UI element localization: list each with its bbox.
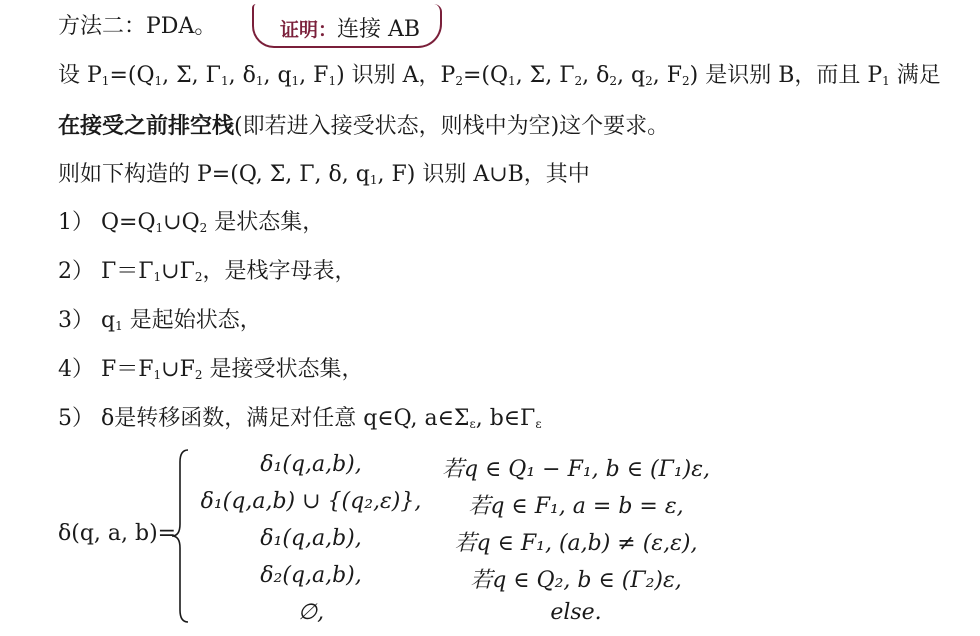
case-row <box>196 557 736 594</box>
text-seg: =(Q <box>109 63 155 88</box>
subscript: 1 <box>115 319 123 333</box>
text-seg: 5） δ是转移函数，满足对任意 q∈Q, a∈Σ <box>58 406 470 431</box>
case-expression: δ₁(q,a,b), <box>260 452 362 477</box>
subscript: 1 <box>101 74 110 88</box>
proof-annotation <box>280 12 420 43</box>
text-seg: , q <box>263 63 292 88</box>
subscript: 1 <box>153 270 162 284</box>
subscript: 2 <box>681 74 690 88</box>
subscript: 1 <box>882 74 890 88</box>
subscript: ε <box>469 417 476 431</box>
subscript: 1 <box>220 74 229 88</box>
delta-function-label: δ(q, a, b)= <box>58 521 177 546</box>
text-seg: , b∈Γ <box>475 406 536 431</box>
subscript: 2 <box>645 74 653 88</box>
case-expression: ∅, <box>297 600 325 625</box>
subscript: 2 <box>609 74 617 88</box>
subscript: ε <box>535 417 542 431</box>
text-seg: , Σ, Γ <box>162 63 221 88</box>
text-seg: 是起始状态， <box>122 308 262 333</box>
list-item-3 <box>58 306 262 341</box>
text-seg: ∪F <box>161 357 195 382</box>
text-seg: , Σ, Γ <box>515 63 575 88</box>
case-expression: δ₂(q,a,b), <box>260 563 362 588</box>
case-condition: 若q ∈ Q₁ − F₁, b ∈ (Γ₁)ε, <box>441 457 711 482</box>
case-condition: 若q ∈ F₁, a = b = ε, <box>468 494 684 519</box>
text-seg: ∪Q <box>163 210 200 235</box>
text-seg: 则如下构造的 P=(Q, Σ, Γ, δ, q <box>58 162 370 187</box>
subscript: 1 <box>369 173 378 187</box>
case-row <box>196 446 736 483</box>
text-seg: 2） Γ＝Γ <box>58 259 154 284</box>
text-seg: 1） Q=Q <box>58 210 156 235</box>
construction-line <box>58 160 590 195</box>
case-row <box>196 483 736 520</box>
text-seg: 是接受状态集， <box>202 357 364 382</box>
proof-text: 连接 AB <box>337 17 421 42</box>
subscript: 2 <box>455 74 463 88</box>
subscript: 1 <box>328 74 337 88</box>
subscript: 1 <box>255 74 264 88</box>
case-condition: 若q ∈ Q₂, b ∈ (Γ₂)ε, <box>470 568 682 593</box>
method-heading <box>58 12 216 42</box>
subscript: 1 <box>508 74 516 88</box>
text-seg: ) 识别 A，P <box>336 63 456 88</box>
list-item-5 <box>58 404 542 439</box>
text-seg: , F) 识别 A∪B，其中 <box>377 162 590 187</box>
case-expression: δ₁(q,a,b), <box>260 526 362 551</box>
text-seg: =(Q <box>462 63 509 88</box>
list-item-1 <box>58 208 324 243</box>
case-expression: δ₁(q,a,b) ∪ {(q₂,ε)}, <box>200 489 422 514</box>
requirement-line <box>58 111 669 142</box>
subscript: 2 <box>199 221 208 235</box>
list-item-4 <box>58 355 364 390</box>
pda-definition-line <box>58 61 941 96</box>
requirement-rest: (即若进入接受状态，则栈中为空)这个要求。 <box>234 114 670 139</box>
text-seg: , q <box>617 63 646 88</box>
text-seg: 满足 <box>889 63 941 88</box>
text-seg: 设 P <box>58 63 102 88</box>
case-row <box>196 594 736 631</box>
text-seg: , F <box>652 63 682 88</box>
list-item-2 <box>58 257 357 292</box>
text-seg: , δ <box>228 63 256 88</box>
case-condition: 若q ∈ F₁, (a,b) ≠ (ε,ε), <box>454 531 698 556</box>
subscript: 1 <box>154 74 163 88</box>
requirement-bold: 在接受之前排空栈 <box>58 113 235 139</box>
case-condition: else. <box>550 600 602 625</box>
text-seg: 3） q <box>58 308 116 333</box>
left-brace-icon <box>170 448 190 624</box>
subscript: 1 <box>155 221 164 235</box>
method-heading-text: 方法二：PDA。 <box>58 14 217 39</box>
subscript: 2 <box>194 270 203 284</box>
text-seg: ∪Γ <box>161 259 195 284</box>
proof-label: 证明： <box>280 19 338 41</box>
subscript: 1 <box>153 368 162 382</box>
text-seg: 4） F＝F <box>58 357 154 382</box>
handwritten-annotation-circle <box>252 4 442 48</box>
text-seg: , F <box>299 63 329 88</box>
piecewise-cases <box>196 446 736 631</box>
text-seg: ，是栈字母表， <box>202 259 357 284</box>
subscript: 1 <box>291 74 300 88</box>
subscript: 2 <box>194 368 203 382</box>
text-seg: 是状态集， <box>207 210 325 235</box>
text-seg: , δ <box>582 63 610 88</box>
subscript: 2 <box>574 74 583 88</box>
case-row <box>196 520 736 557</box>
text-seg: ) 是识别 B，而且 P <box>689 63 883 88</box>
